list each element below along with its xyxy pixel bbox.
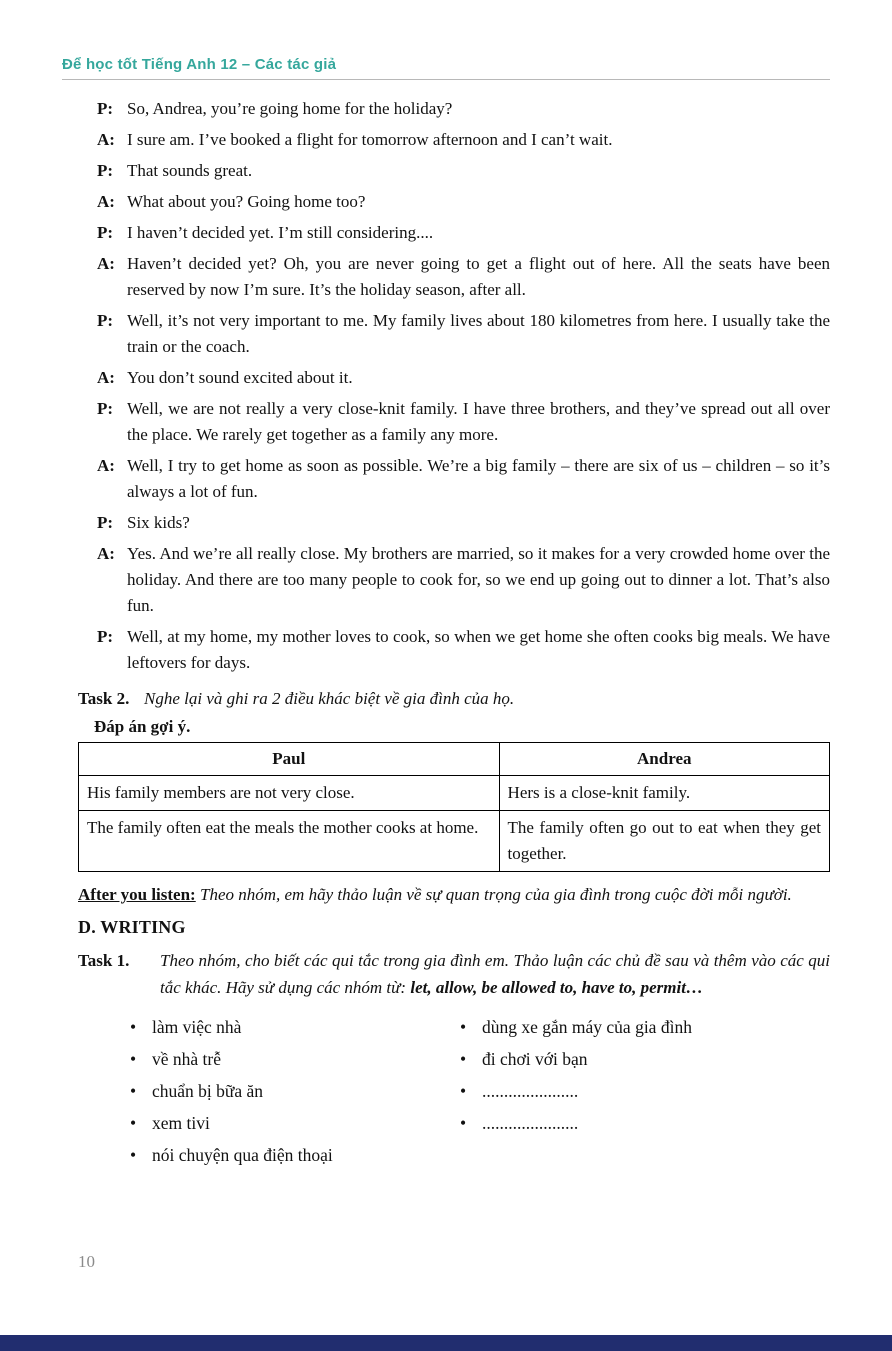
dialogue-line — [97, 624, 830, 676]
list-item — [460, 1075, 830, 1107]
task2-heading — [78, 685, 830, 712]
speaker-label: P: — [97, 311, 114, 330]
bullet-column-left — [130, 1011, 460, 1171]
after-you-listen-text: Theo nhóm, em hãy thảo luận về sự quan trọng của gia đình trong cuộc đời mỗi người. — [199, 885, 792, 904]
list-item-text: nói chuyện qua điện thoại — [152, 1145, 333, 1165]
list-item — [460, 1107, 830, 1139]
list-item — [130, 1043, 460, 1075]
speaker-label: P: — [97, 627, 114, 646]
dialogue-text: Well, at my home, my mother loves to cook, so when we get home she often cooks big meals. We have leftovers for days. — [127, 627, 830, 672]
dialogue-text: Well, it’s not very important to me. My family lives about 180 kilometres from here. I usually take the train or the coach. — [127, 311, 830, 356]
after-you-listen-label: After you listen: — [78, 885, 196, 904]
page-number: 10 — [78, 1252, 95, 1271]
list-item — [130, 1107, 460, 1139]
list-item-text: làm việc nhà — [152, 1017, 242, 1037]
bullet-icon: • — [460, 1049, 467, 1069]
table-cell: The family often go out to eat when they get together. — [499, 811, 829, 872]
list-item-text: xem tivi — [152, 1113, 210, 1133]
dialogue-text: Well, I try to get home as soon as possible. We’re a big family – there are six of us – children – so it’s always a lot of fun. — [127, 456, 830, 501]
answer-heading: Đáp án gợi ý. — [94, 717, 191, 736]
header-title: Để học tốt Tiếng Anh 12 – Các tác giả — [62, 56, 337, 73]
bullet-icon: • — [460, 1081, 467, 1101]
table-row — [79, 811, 830, 872]
header-rule — [62, 79, 830, 80]
list-item — [130, 1075, 460, 1107]
dialogue-line — [97, 127, 830, 153]
dialogue-text: What about you? Going home too? — [127, 192, 366, 211]
speaker-label: P: — [97, 223, 114, 242]
task1-instruction — [160, 947, 830, 1001]
bullet-icon: • — [460, 1113, 467, 1133]
dialogue-line — [97, 251, 830, 303]
table-row — [79, 776, 830, 811]
bullet-icon: • — [130, 1145, 137, 1165]
list-item — [460, 1011, 830, 1043]
list-item-text: về nhà trễ — [152, 1049, 221, 1069]
speaker-label: P: — [97, 99, 114, 118]
speaker-label: P: — [97, 513, 114, 532]
list-item — [130, 1011, 460, 1043]
page-content — [78, 96, 830, 1171]
list-item — [460, 1043, 830, 1075]
dialogue-line — [97, 308, 830, 360]
bullet-icon: • — [460, 1017, 467, 1037]
speaker-label: A: — [97, 544, 115, 563]
table-cell: His family members are not very close. — [79, 776, 500, 811]
answer-table — [78, 742, 830, 872]
dialogue-text: I sure am. I’ve booked a flight for tomorrow afternoon and I can’t wait. — [127, 130, 613, 149]
dialogue-text: That sounds great. — [127, 161, 253, 180]
dialogue-line — [97, 189, 830, 215]
bullet-column-right — [460, 1011, 830, 1171]
after-you-listen — [78, 881, 830, 908]
bullet-icon: • — [130, 1113, 137, 1133]
table-header-row — [79, 743, 830, 776]
list-item-text: chuẩn bị bữa ăn — [152, 1081, 264, 1101]
dialogue-line — [97, 541, 830, 619]
dialogue-line — [97, 158, 830, 184]
task2-instruction: Nghe lại và ghi ra 2 điều khác biệt về gia đình của họ. — [144, 689, 515, 708]
dialogue-text: Six kids? — [127, 513, 190, 532]
dialogue-text: Haven’t decided yet? Oh, you are never going to get a flight out of here. All the seats have been reserved by now I’m sure. It’s the holiday season, after all. — [127, 254, 830, 299]
dialogue-line — [97, 510, 830, 536]
task1-instruction-text: Theo nhóm, cho biết các qui tắc trong gia đình em. Thảo luận các chủ đề sau và thêm vào các qui tắc khác. Hãy sử dụng các nhóm từ: — [160, 951, 830, 997]
dialogue-text: You don’t sound excited about it. — [127, 368, 353, 387]
topics-bullet-lists — [130, 1011, 830, 1171]
writing-section-heading: D. WRITING — [78, 917, 186, 937]
bullet-icon: • — [130, 1017, 137, 1037]
list-item — [130, 1139, 460, 1171]
column-header-paul: Paul — [79, 743, 500, 776]
speaker-label: P: — [97, 399, 114, 418]
bullet-icon: • — [130, 1049, 137, 1069]
dialogue-line — [97, 453, 830, 505]
dialogue-text: I haven’t decided yet. I’m still considering.... — [127, 223, 434, 242]
dialogue-line — [97, 365, 830, 391]
dialogue-line — [97, 220, 830, 246]
column-header-andrea: Andrea — [499, 743, 829, 776]
list-item-text: dùng xe gắn máy của gia đình — [482, 1017, 692, 1037]
bullet-icon: • — [130, 1081, 137, 1101]
speaker-label: A: — [97, 254, 115, 273]
task1-heading — [78, 947, 830, 1001]
table-cell: The family often eat the meals the mother cooks at home. — [79, 811, 500, 872]
table-cell: Hers is a close-knit family. — [499, 776, 829, 811]
page-header — [62, 56, 830, 80]
task1-label: Task 1. — [78, 951, 130, 970]
list-item-text: ...................... — [482, 1113, 579, 1133]
speaker-label: P: — [97, 161, 114, 180]
dialogue-text: So, Andrea, you’re going home for the holiday? — [127, 99, 453, 118]
dialogue-line — [97, 96, 830, 122]
dialogue-block — [97, 96, 830, 676]
task1-keywords: let, allow, be allowed to, have to, permit… — [410, 978, 703, 997]
speaker-label: A: — [97, 456, 115, 475]
speaker-label: A: — [97, 368, 115, 387]
task2-label: Task 2. — [78, 689, 130, 708]
dialogue-text: Well, we are not really a very close-knit family. I have three brothers, and they’ve spread out all over the place. We rarely get together as a family any more. — [127, 399, 830, 444]
speaker-label: A: — [97, 192, 115, 211]
list-item-text: đi chơi với bạn — [482, 1049, 588, 1069]
speaker-label: A: — [97, 130, 115, 149]
list-item-text: ...................... — [482, 1081, 579, 1101]
footer-bar — [0, 1335, 892, 1351]
dialogue-text: Yes. And we’re all really close. My brothers are married, so it makes for a very crowded home over the holiday. And there are too many people to cook for, so we end up going out to dinner a lot. That’s also fun. — [127, 544, 830, 615]
dialogue-line — [97, 396, 830, 448]
